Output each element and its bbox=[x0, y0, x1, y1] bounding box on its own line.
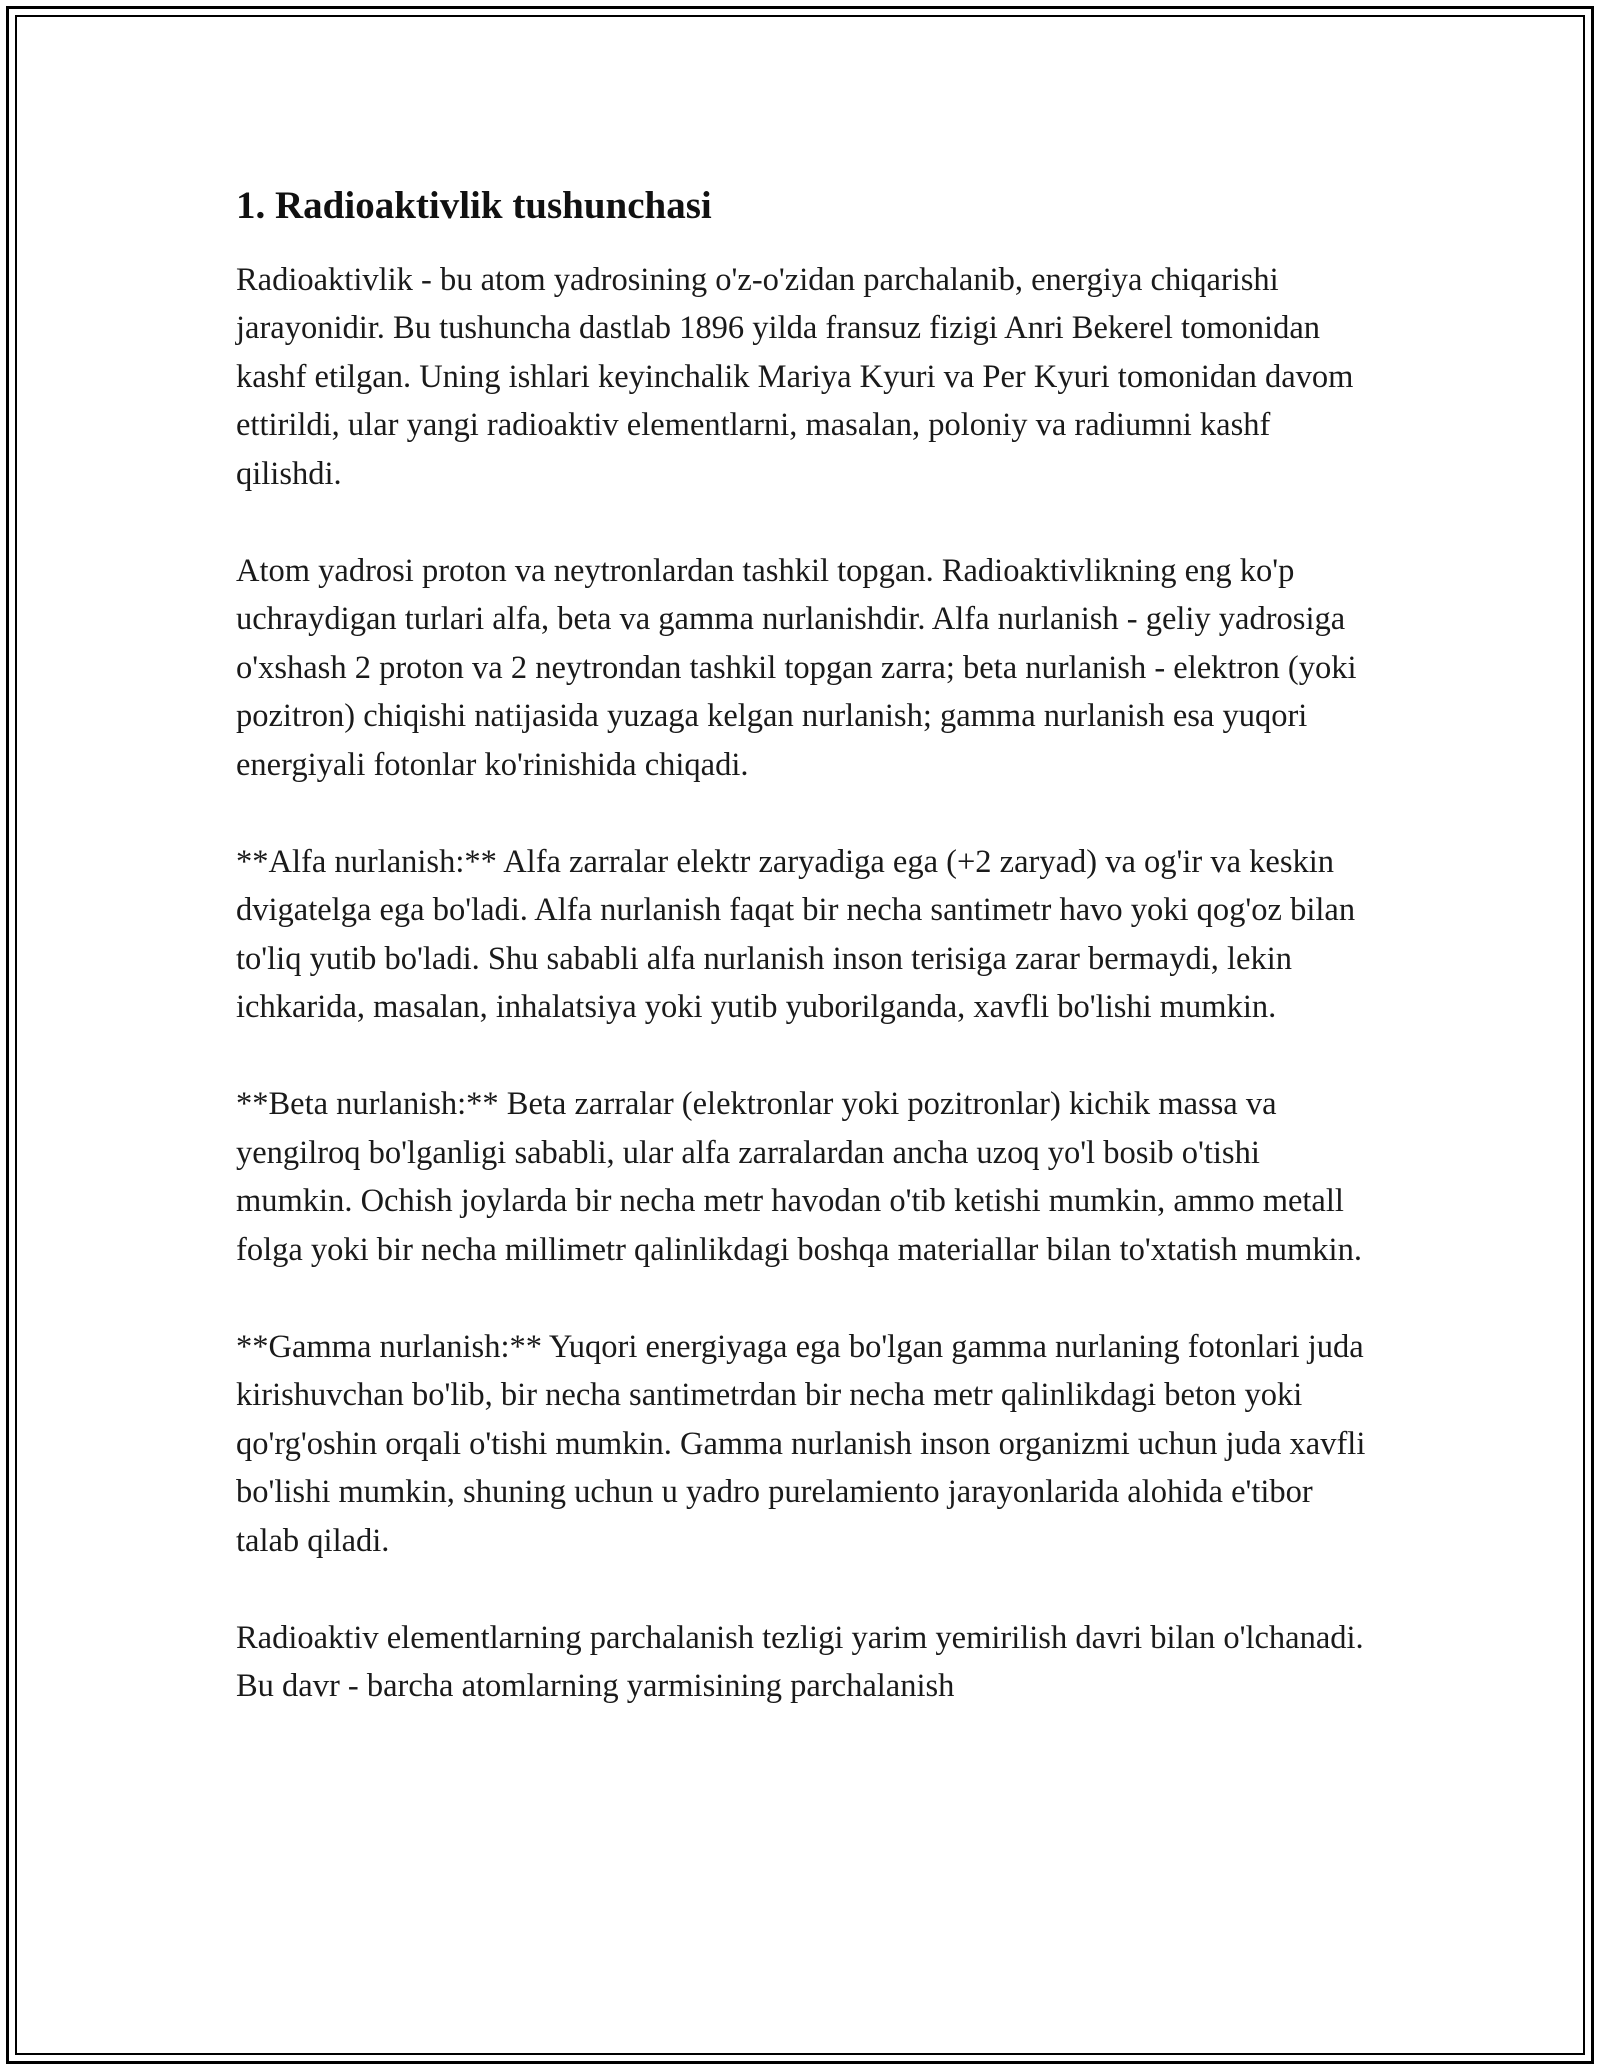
paragraph-half-life: Radioaktiv elementlarning parchalanish tezligi yarim yemirilish davri bilan o'lchanadi. Bu davr - barcha atomlarning yarmisining parchalanish bbox=[236, 1619, 1364, 1705]
paragraph-definition: Radioaktivlik - bu atom yadrosining o'z-o'zidan parchalanib, energiya chiqarishi jarayonidir. Bu tushuncha dastlab 1896 yilda fransuz fizigi Anri Bekerel tomonidan kashf etilgan. Uning ishlari keyinchalik Mariya Kyuri va Per Kyuri tomonidan davom ettirildi, ular yangi radioaktiv elementlarni, masalan, poloniy va radiumni kashf qilishdi. bbox=[236, 261, 1354, 492]
section-heading: 1. Radioaktivlik tushunchasi bbox=[236, 184, 712, 227]
paragraph-alpha: **Alfa nurlanish:** Alfa zarralar elektr zaryadiga ega (+2 zaryad) va og'ir va keskin dvigatelga ega bo'ladi. Alfa nurlanish faqat bir necha santimetr havo yoki qog'oz bilan to'liq yutib bo'ladi. Shu sababli alfa nurlanish inson terisiga zarar bermaydi, lekin ichkarida, masalan, inhalatsiya yoki yutib yuborilganda, xavfli bo'lishi mumkin. bbox=[236, 843, 1356, 1026]
document-body bbox=[236, 183, 1366, 1759]
paragraph-gamma: **Gamma nurlanish:** Yuqori energiyaga ega bo'lgan gamma nurlaning fotonlari juda kirishuvchan bo'lib, bir necha santimetrdan bir necha metr qalinlikdagi beton yoki qo'rg'oshin orqali o'tishi mumkin. Gamma nurlanish inson organizmi uchun juda xavfli bo'lishi mumkin, shuning uchun u yadro purelamiento jarayonlarida alohida e'tibor talab qiladi. bbox=[236, 1328, 1366, 1559]
paragraph-beta: **Beta nurlanish:** Beta zarralar (elektronlar yoki pozitronlar) kichik massa va yengilroq bo'lganligi sababli, ular alfa zarralardan ancha uzoq yo'l bosib o'tishi mumkin. Ochish joylarda bir necha metr havodan o'tib ketishi mumkin, ammo metall folga yoki bir necha millimetr qalinlikdagi boshqa materiallar bilan to'xtatish mumkin. bbox=[236, 1086, 1362, 1268]
paragraph-radiation-types: Atom yadrosi proton va neytronlardan tashkil topgan. Radioaktivlikning eng ko'p uchraydigan turlari alfa, beta va gamma nurlanishdir. Alfa nurlanish - geliy yadrosiga o'xshash 2 proton va 2 neytrondan tashkil topgan zarra; beta nurlanish - elektron (yoki pozitron) chiqishi natijasida yuzaga kelgan nurlanish; gamma nurlanish esa yuqori energiyali fotonlar ko'rinishida chiqadi. bbox=[236, 552, 1357, 783]
